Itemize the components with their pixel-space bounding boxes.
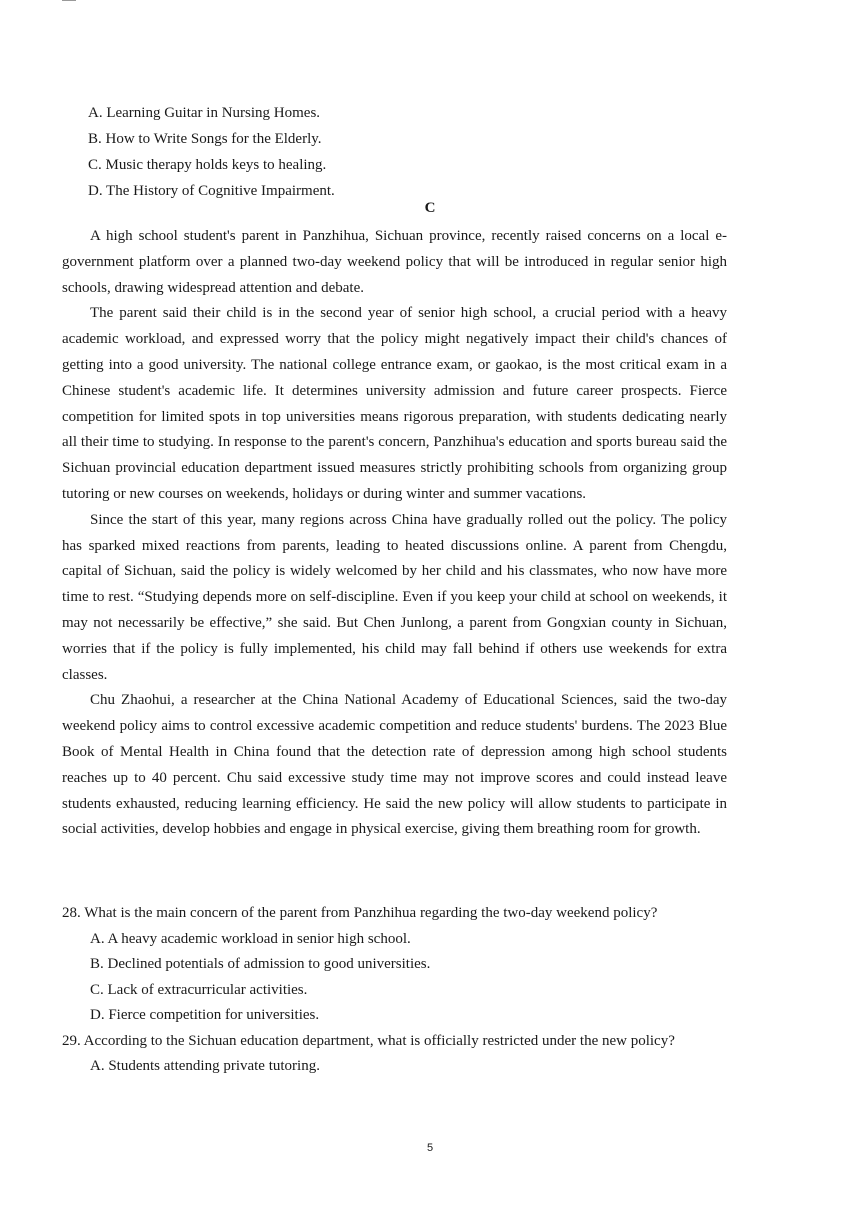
question-28-option-b: B. Declined potentials of admission to good universities. — [90, 956, 431, 972]
question-28-option-d: D. Fierce competition for universities. — [90, 1007, 320, 1023]
option-c: C. Music therapy holds keys to healing. — [88, 157, 327, 173]
option-d: D. The History of Cognitive Impairment. — [88, 183, 335, 199]
question-list — [62, 901, 727, 1080]
reading-passage — [62, 224, 727, 843]
passage-paragraph: A high school student's parent in Panzhihua, Sichuan province, recently raised concerns on a local e-government platform over a planned two-day weekend policy that will be introduced in regular senior high schools, drawing widespread attention and debate. — [62, 228, 727, 296]
question-28-option-c: C. Lack of extracurricular activities. — [90, 981, 308, 998]
question-28-stem: 28. What is the main concern of the parent from Panzhihua regarding the two-day weekend policy? — [62, 905, 658, 921]
section-heading: C — [424, 200, 436, 216]
passage-paragraph: Since the start of this year, many regions across China have gradually rolled out the policy. The policy has sparked mixed reactions from parents, leading to heated discussions online. A parent from Chengdu, capital of Sichuan, said the policy is widely welcomed by her child and his classmates, who now have more time to rest. “Studying depends more on self-discipline. Even if you keep your child at school on weekends, it may not necessarily be effective,” she said. But Chen Junlong, a parent from Gongxian county in Sichuan, worries that if the policy is fully implemented, his child may fall behind if others use weekends for extra classes. — [62, 511, 727, 683]
passage-paragraph: Chu Zhaohui, a researcher at the China National Academy of Educational Sciences, said the two-day weekend policy aims to control excessive academic competition and reduce students' burdens. The 2023 Blue Book of Mental Health in China found that the detection rate of depression among high school students reaches up to 40 percent. Chu said excessive study time may not improve scores and could instead leave students exhausted, reducing learning efficiency. He said the new policy will allow students to participate in social activities, develop hobbies and engage in physical exercise, giving them breathing room for growth. — [62, 692, 727, 838]
question-28-option-a: A. A heavy academic workload in senior high school. — [90, 930, 411, 947]
passage-paragraph: The parent said their child is in the second year of senior high school, a crucial period with a heavy academic workload, and expressed worry that the policy might negatively impact their child's chances of getting into a good university. The national college entrance exam, or gaokao, is the most critical exam in a Chinese student's academic life. It determines university admission and future career prospects. Fierce competition for limited spots in top universities means rigorous preparation, with students dedicating nearly all their time to studying. In response to the parent's concern, Panzhihua's education and sports bureau said the Sichuan provincial education department issued measures strictly prohibiting schools from organizing group tutoring or new courses on weekends, holidays or during winter and summer vacations. — [62, 305, 727, 502]
question-29-option-a: A. Students attending private tutoring. — [90, 1058, 320, 1074]
option-a: A. Learning Guitar in Nursing Homes. — [88, 105, 321, 121]
corner-mark — [62, 0, 76, 1]
option-b: B. How to Write Songs for the Elderly. — [88, 131, 322, 147]
page-number: 5 — [426, 1142, 434, 1154]
previous-question-options — [88, 100, 788, 204]
question-29-stem: 29. According to the Sichuan education department, what is officially restricted under the new policy? — [62, 1032, 675, 1049]
